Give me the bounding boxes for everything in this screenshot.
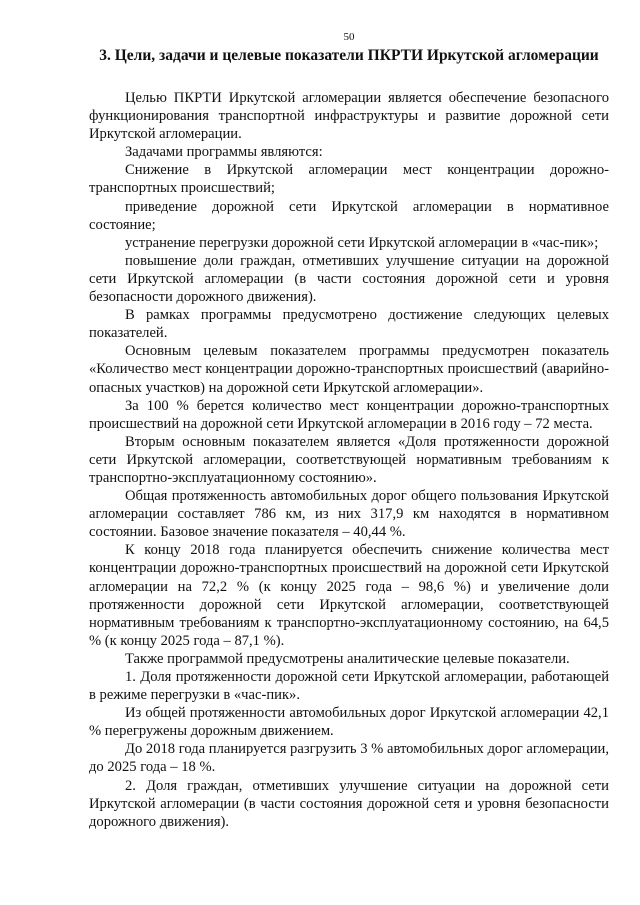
paragraph-baseline-2: Общая протяженность автомобильных дорог общего пользования Иркутской агломерации составляет 786 км, из них 317,9 км находятся в нормативном состоянии. Базовое значение показателя – 40,44 %.	[89, 488, 609, 541]
paragraph-task-4: повышение доли граждан, отметивших улучшение ситуации на дорожной сети Иркутской агломерации (в части состояния дорожной сети и уровня безопасности дорожного движения).	[89, 252, 609, 306]
paragraph-indicators-intro: В рамках программы предусмотрено достижение следующих целевых показателей.	[89, 307, 609, 342]
paragraph-main-indicator-1: Основным целевым показателем программы предусмотрен показатель «Количество мест концентрации дорожно-транспортных происшествий (аварийно-опасных участков) на дорожной сети Иркутской агломерации».	[89, 343, 609, 396]
section-heading: 3. Цели, задачи и целевые показатели ПКРТИ Иркутской агломерации	[99, 47, 599, 64]
document-page	[89, 30, 609, 831]
page-number: 50	[343, 31, 355, 43]
paragraph-analytic-intro: Также программой предусмотрены аналитические целевые показатели.	[125, 650, 570, 667]
paragraph-analytic-1-target: До 2018 года планируется разгрузить 3 % автомобильных дорог агломерации, до 2025 года – 18 %.	[89, 741, 610, 776]
paragraph-task-2: приведение дорожной сети Иркутской агломерации в нормативное состояние;	[89, 198, 609, 233]
paragraph-analytic-1-base: Из общей протяженности автомобильных дорог Иркутской агломерации 42,1 % перегружены дорожным движением.	[89, 705, 609, 740]
paragraph-baseline-1: За 100 % берется количество мест концентрации дорожно-транспортных происшествий на дорожной сети Иркутской агломерации в 2016 году – 72 места.	[89, 397, 609, 432]
paragraph-main-indicator-2: Вторым основным показателем является «Доля протяженности дорожной сети Иркутской агломерации, соответствующей нормативным требованиям к транспортно-эксплуатационному состоянию».	[89, 433, 609, 486]
paragraph-task-1: Снижение в Иркутской агломерации мест концентрации дорожно-транспортных происшествий;	[89, 162, 609, 197]
body-text	[89, 89, 609, 831]
paragraph-task-3: устранение перегрузки дорожной сети Иркутской агломерации в «час-пик»;	[125, 234, 599, 251]
paragraph-tasks-intro: Задачами программы являются:	[125, 144, 323, 161]
paragraph-goal: Целью ПКРТИ Иркутской агломерации является обеспечение безопасного функционирования транспортной инфраструктуры и развитие дорожной сети Иркутской агломерации.	[89, 90, 609, 143]
paragraph-analytic-2: 2. Доля граждан, отметивших улучшение ситуации на дорожной сети Иркутской агломерации (в части состояния дорожной сетя и уровня безопасности дорожного движения).	[89, 777, 609, 830]
paragraph-analytic-1: 1. Доля протяженности дорожной сети Иркутской агломерации, работающей в режиме перегрузки в «час-пик».	[89, 669, 609, 704]
paragraph-targets-2018: К концу 2018 года планируется обеспечить снижение количества мест концентрации дорожно-транспортных происшествий на дорожной сети Иркутской агломерации на 72,2 % (к концу 2025 года – 98,6 %) и увеличение доли протяженности дорожной сети Иркутской агломерации, соответствующей нормативным требованиям к транспортно-эксплуатационному состоянию, на 64,5 % (к концу 2025 года – 87,1 %).	[89, 542, 609, 649]
